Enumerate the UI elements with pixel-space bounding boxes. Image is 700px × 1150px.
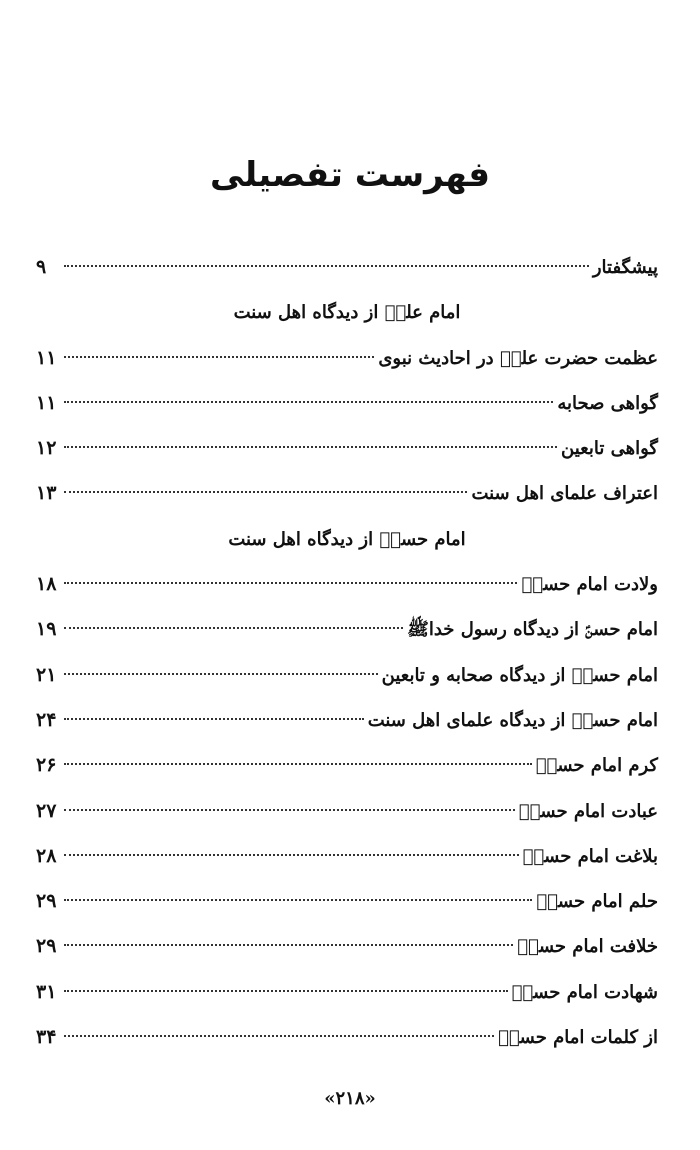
toc-entry[interactable]: [36, 653, 658, 698]
dot-leader: [64, 401, 553, 403]
toc-entry-page-number: ۱۲: [36, 437, 57, 460]
toc-entry-title: گواهی تابعین: [561, 438, 658, 460]
toc-entry-page-number: ۲۱: [36, 663, 57, 686]
dot-leader: [64, 1035, 494, 1037]
dot-leader: [64, 718, 364, 720]
toc-entry-page-number: ۱۸: [36, 573, 57, 596]
toc-entry-page-number: ۳۱: [36, 980, 57, 1003]
dot-leader: [64, 491, 467, 493]
toc-section-heading: امام حسنؑ از دیدگاه اهل سنت: [228, 528, 466, 550]
toc-entry-title: امام حسنؑ از دیدگاه علمای اهل سنت: [367, 709, 658, 731]
toc-entry[interactable]: [36, 471, 658, 516]
toc-entry[interactable]: [36, 245, 658, 290]
toc-entry[interactable]: [36, 924, 658, 969]
dot-leader: [64, 854, 519, 856]
table-of-contents: [36, 245, 658, 1060]
dot-leader: [64, 627, 403, 629]
toc-entry-title: حلم امام حسنؑ: [536, 891, 658, 913]
toc-entry-title: گواهی صحابه: [557, 392, 658, 414]
toc-entry[interactable]: [36, 789, 658, 834]
toc-entry-title: عبادت امام حسنؑ: [518, 800, 658, 822]
toc-entry-title: پیشگفتار: [592, 257, 658, 278]
toc-entry[interactable]: [36, 834, 658, 879]
toc-entry-page-number: ۱۹: [36, 618, 57, 641]
toc-entry-page-number: ۲۷: [36, 799, 57, 822]
toc-entry[interactable]: [36, 879, 658, 924]
page-title: فهرست تفصیلی: [209, 155, 491, 195]
toc-entry-title: امام حسنؑ از دیدگاه رسول خداﷺ: [407, 619, 658, 641]
toc-entry-title: امام حسنؑ از دیدگاه صحابه و تابعین: [381, 664, 658, 686]
toc-entry[interactable]: [36, 426, 658, 471]
dot-leader: [64, 446, 557, 448]
toc-entry[interactable]: [36, 698, 658, 743]
toc-entry-title: خلافت امام حسنؑ: [517, 936, 658, 958]
toc-entry-page-number: ۲۴: [36, 708, 57, 731]
toc-entry-title: عظمت حضرت علیؑ در احادیث نبوی: [378, 347, 658, 369]
toc-entry-page-number: ۱۱: [36, 391, 57, 414]
toc-entry[interactable]: [36, 562, 658, 607]
dot-leader: [64, 990, 508, 992]
toc-entry-page-number: ۲۹: [36, 890, 57, 913]
page-number: «۲۱۸»: [324, 1088, 376, 1109]
toc-entry[interactable]: [36, 336, 658, 381]
dot-leader: [64, 356, 374, 358]
toc-entry[interactable]: [36, 607, 658, 652]
toc-entry-page-number: ۲۸: [36, 844, 57, 867]
dot-leader: [64, 763, 532, 765]
toc-entry-title: شهادت امام حسنؑ: [511, 981, 658, 1003]
dot-leader: [64, 899, 532, 901]
dot-leader: [64, 673, 378, 675]
dot-leader: [64, 582, 517, 584]
toc-entry-title: کرم امام حسنؑ: [535, 755, 658, 777]
toc-section-heading: امام علیؑ از دیدگاه اهل سنت: [233, 302, 461, 324]
toc-entry-page-number: ۳۴: [36, 1026, 57, 1049]
toc-entry-title: از کلمات امام حسنؑ: [498, 1027, 658, 1049]
dot-leader: [64, 809, 515, 811]
toc-entry[interactable]: [36, 743, 658, 788]
toc-entry-page-number: ۹: [36, 256, 47, 278]
dot-leader: [64, 944, 513, 946]
toc-entry[interactable]: [36, 381, 658, 426]
toc-entry[interactable]: [36, 1015, 658, 1060]
dot-leader: [64, 265, 589, 267]
toc-entry-title: بلاغت امام حسنؑ: [522, 845, 658, 867]
toc-entry-page-number: ۲۹: [36, 935, 57, 958]
toc-entry-page-number: ۲۶: [36, 754, 57, 777]
toc-entry-page-number: ۱۱: [36, 346, 57, 369]
toc-entry-page-number: ۱۳: [36, 482, 57, 505]
toc-entry[interactable]: [36, 970, 658, 1015]
toc-entry-title: اعتراف علمای اهل سنت: [471, 483, 658, 505]
toc-entry-title: ولادت امام حسنؑ: [521, 574, 658, 596]
